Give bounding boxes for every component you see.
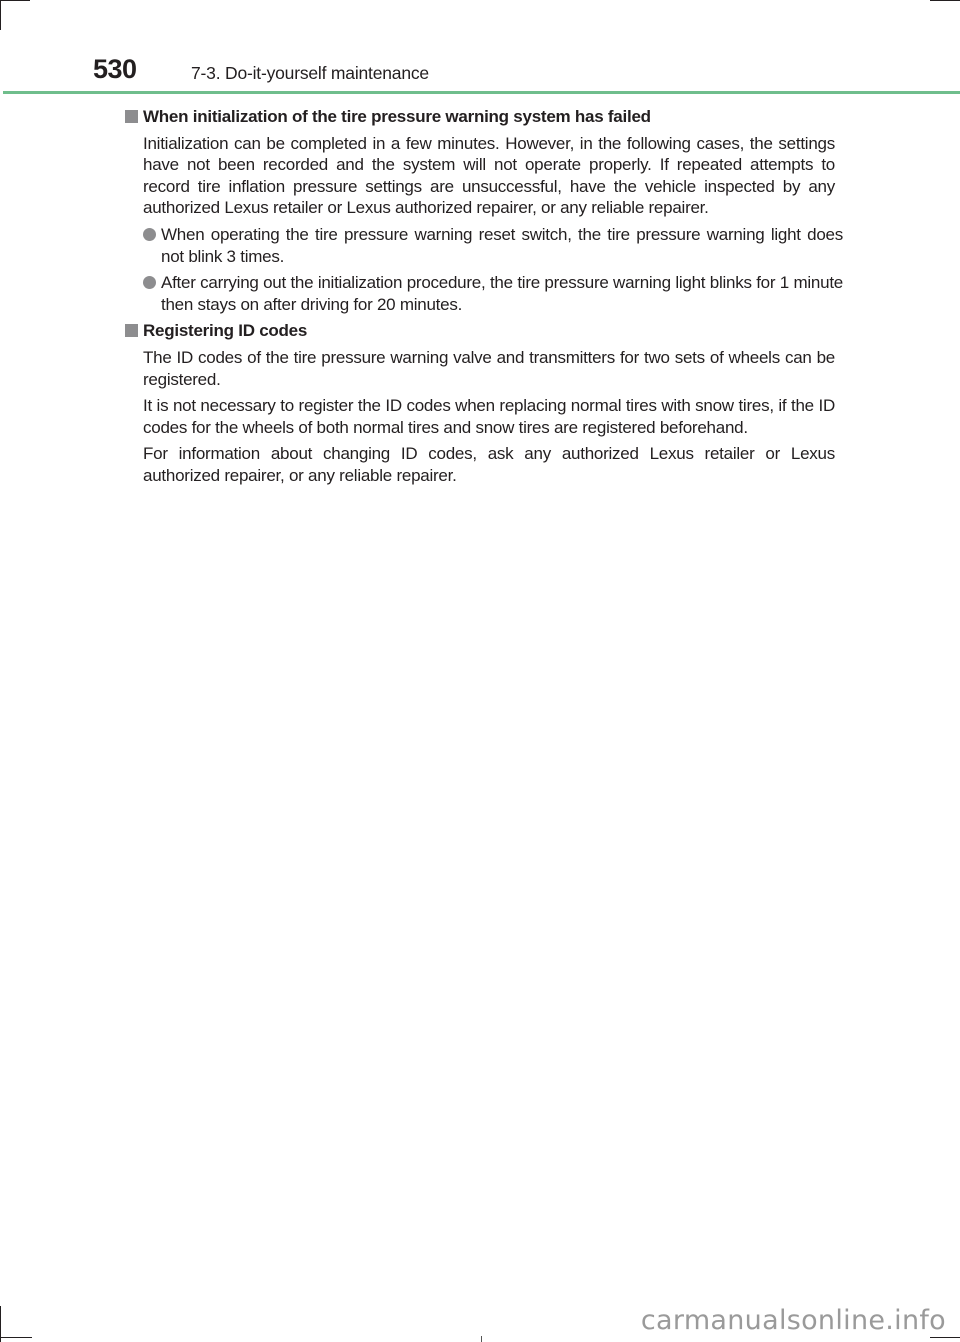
bullet-item [143,272,843,315]
circle-bullet-icon [143,228,156,241]
paragraph: It is not necessary to register the ID codes when replacing normal tires with snow tires, if the ID codes for the wheels of both normal tires and snow tires are registered beforehand. [143,396,835,437]
page-number: 530 [93,54,137,84]
heading-text: Registering ID codes [143,321,308,341]
section-title: 7-3. Do-it-yourself maintenance [191,63,429,83]
bullet-text: When operating the tire pressure warning reset switch, the tire pressure warning light does not blink 3 times. [161,224,843,266]
bullet-text: After carrying out the initialization procedure, the tire pressure warning light blinks for 1 minute then stays on after driving for 20 minutes. [161,273,843,314]
paragraph: Initialization can be completed in a few minutes. However, in the following cases, the settings have not been recorded and the system will not operate properly. If repeated attempts to record tire inflation pressure settings are unsuccessful, have the vehicle inspected by any authorized Lexus retailer or Lexus authorized repairer, or any reliable repairer. [143,133,835,218]
section-heading-registering-id-codes [125,320,843,342]
paragraph: For information about changing ID codes, ask any authorized Lexus retailer or Lexus authorized repairer, or any reliable repairer. [143,444,835,485]
paragraph: The ID codes of the tire pressure warning valve and transmitters for two sets of wheels can be registered. [143,347,835,389]
watermark-text: carmanualsonline.info [640,1305,946,1336]
page-content [125,106,843,492]
bullet-item [143,224,843,267]
circle-bullet-icon [143,276,156,289]
square-bullet-icon [125,324,138,337]
crop-mark-bottom-left-h [0,1337,32,1338]
square-bullet-icon [125,110,138,123]
center-tick-mark [481,1336,482,1342]
section-heading-initialization-failed [125,106,843,128]
header-rule [3,91,960,94]
heading-text: When initialization of the tire pressure warning system has failed [143,107,651,126]
page-header [0,0,960,96]
